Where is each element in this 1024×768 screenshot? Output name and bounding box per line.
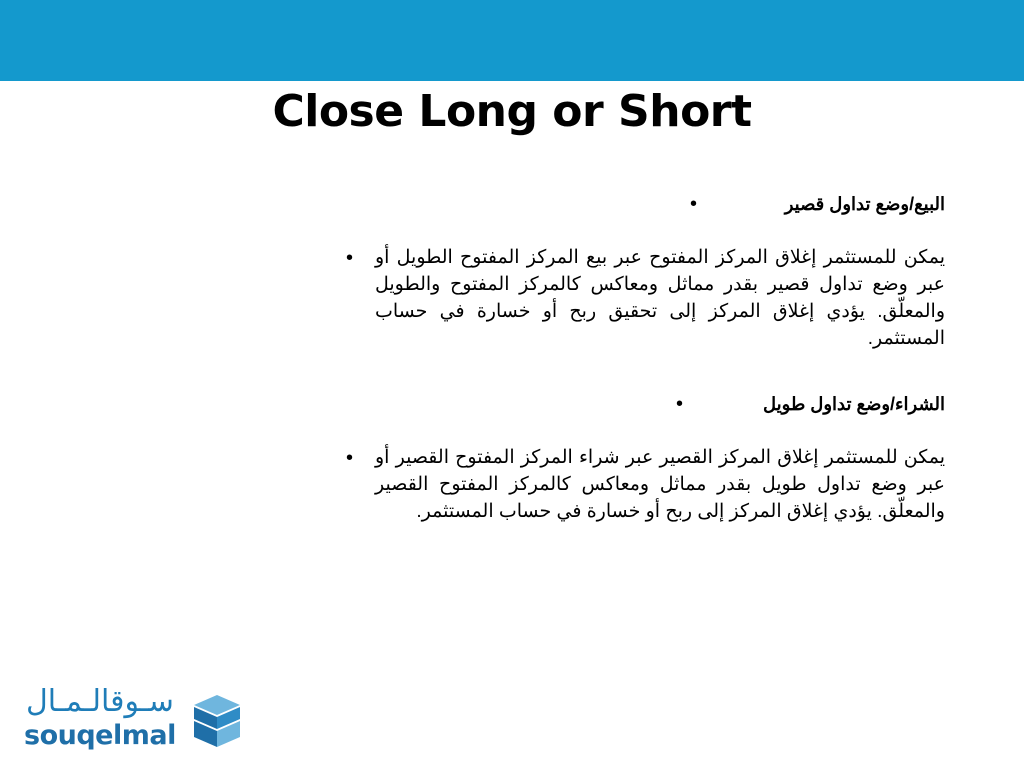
bullet-paragraph-buy — [325, 444, 945, 525]
bullet-heading-sell — [325, 190, 945, 218]
cube-stack-logo-icon — [192, 693, 242, 749]
slide-body — [325, 190, 945, 563]
bullet-paragraph-sell — [325, 244, 945, 352]
heading-sell-text: البيع/وضع تداول قصير — [784, 194, 945, 214]
bullet-dot: • — [345, 447, 353, 469]
paragraph-buy-text: يمكن للمستثمر إغلاق المركز القصير عبر شراء المركز المفتوح القصير أو عبر وضع تداول طويل بقدر مماثل ومعاكس كالمركز المفتوح القصير والمعلّق. يؤدي إغلاق المركز إلى ربح أو خسارة في حساب المستثمر. — [375, 447, 945, 522]
slide-title: Close Long or Short — [272, 86, 752, 137]
souqelmal-logo — [24, 685, 244, 757]
paragraph-sell-text: يمكن للمستثمر إغلاق المركز المفتوح عبر بيع المركز المفتوح الطويل أو عبر وضع تداول قصير بقدر مماثل ومعاكس كالمركز المفتوح والطويل والمعلّق. يؤدي إغلاق المركز إلى تحقيق ربح أو خسارة في حساب المستثمر. — [375, 247, 945, 349]
heading-buy-text: الشراء/وضع تداول طويل — [763, 394, 945, 414]
top-banner — [0, 0, 1024, 81]
bullet-dot: • — [689, 193, 697, 215]
bullet-dot: • — [675, 393, 683, 415]
logo-latin-wordmark: souqelmal — [24, 720, 176, 751]
bullet-heading-buy — [325, 390, 945, 418]
logo-arabic-wordmark: سـوقالـمـال — [26, 684, 174, 719]
bullet-dot: • — [345, 247, 353, 269]
